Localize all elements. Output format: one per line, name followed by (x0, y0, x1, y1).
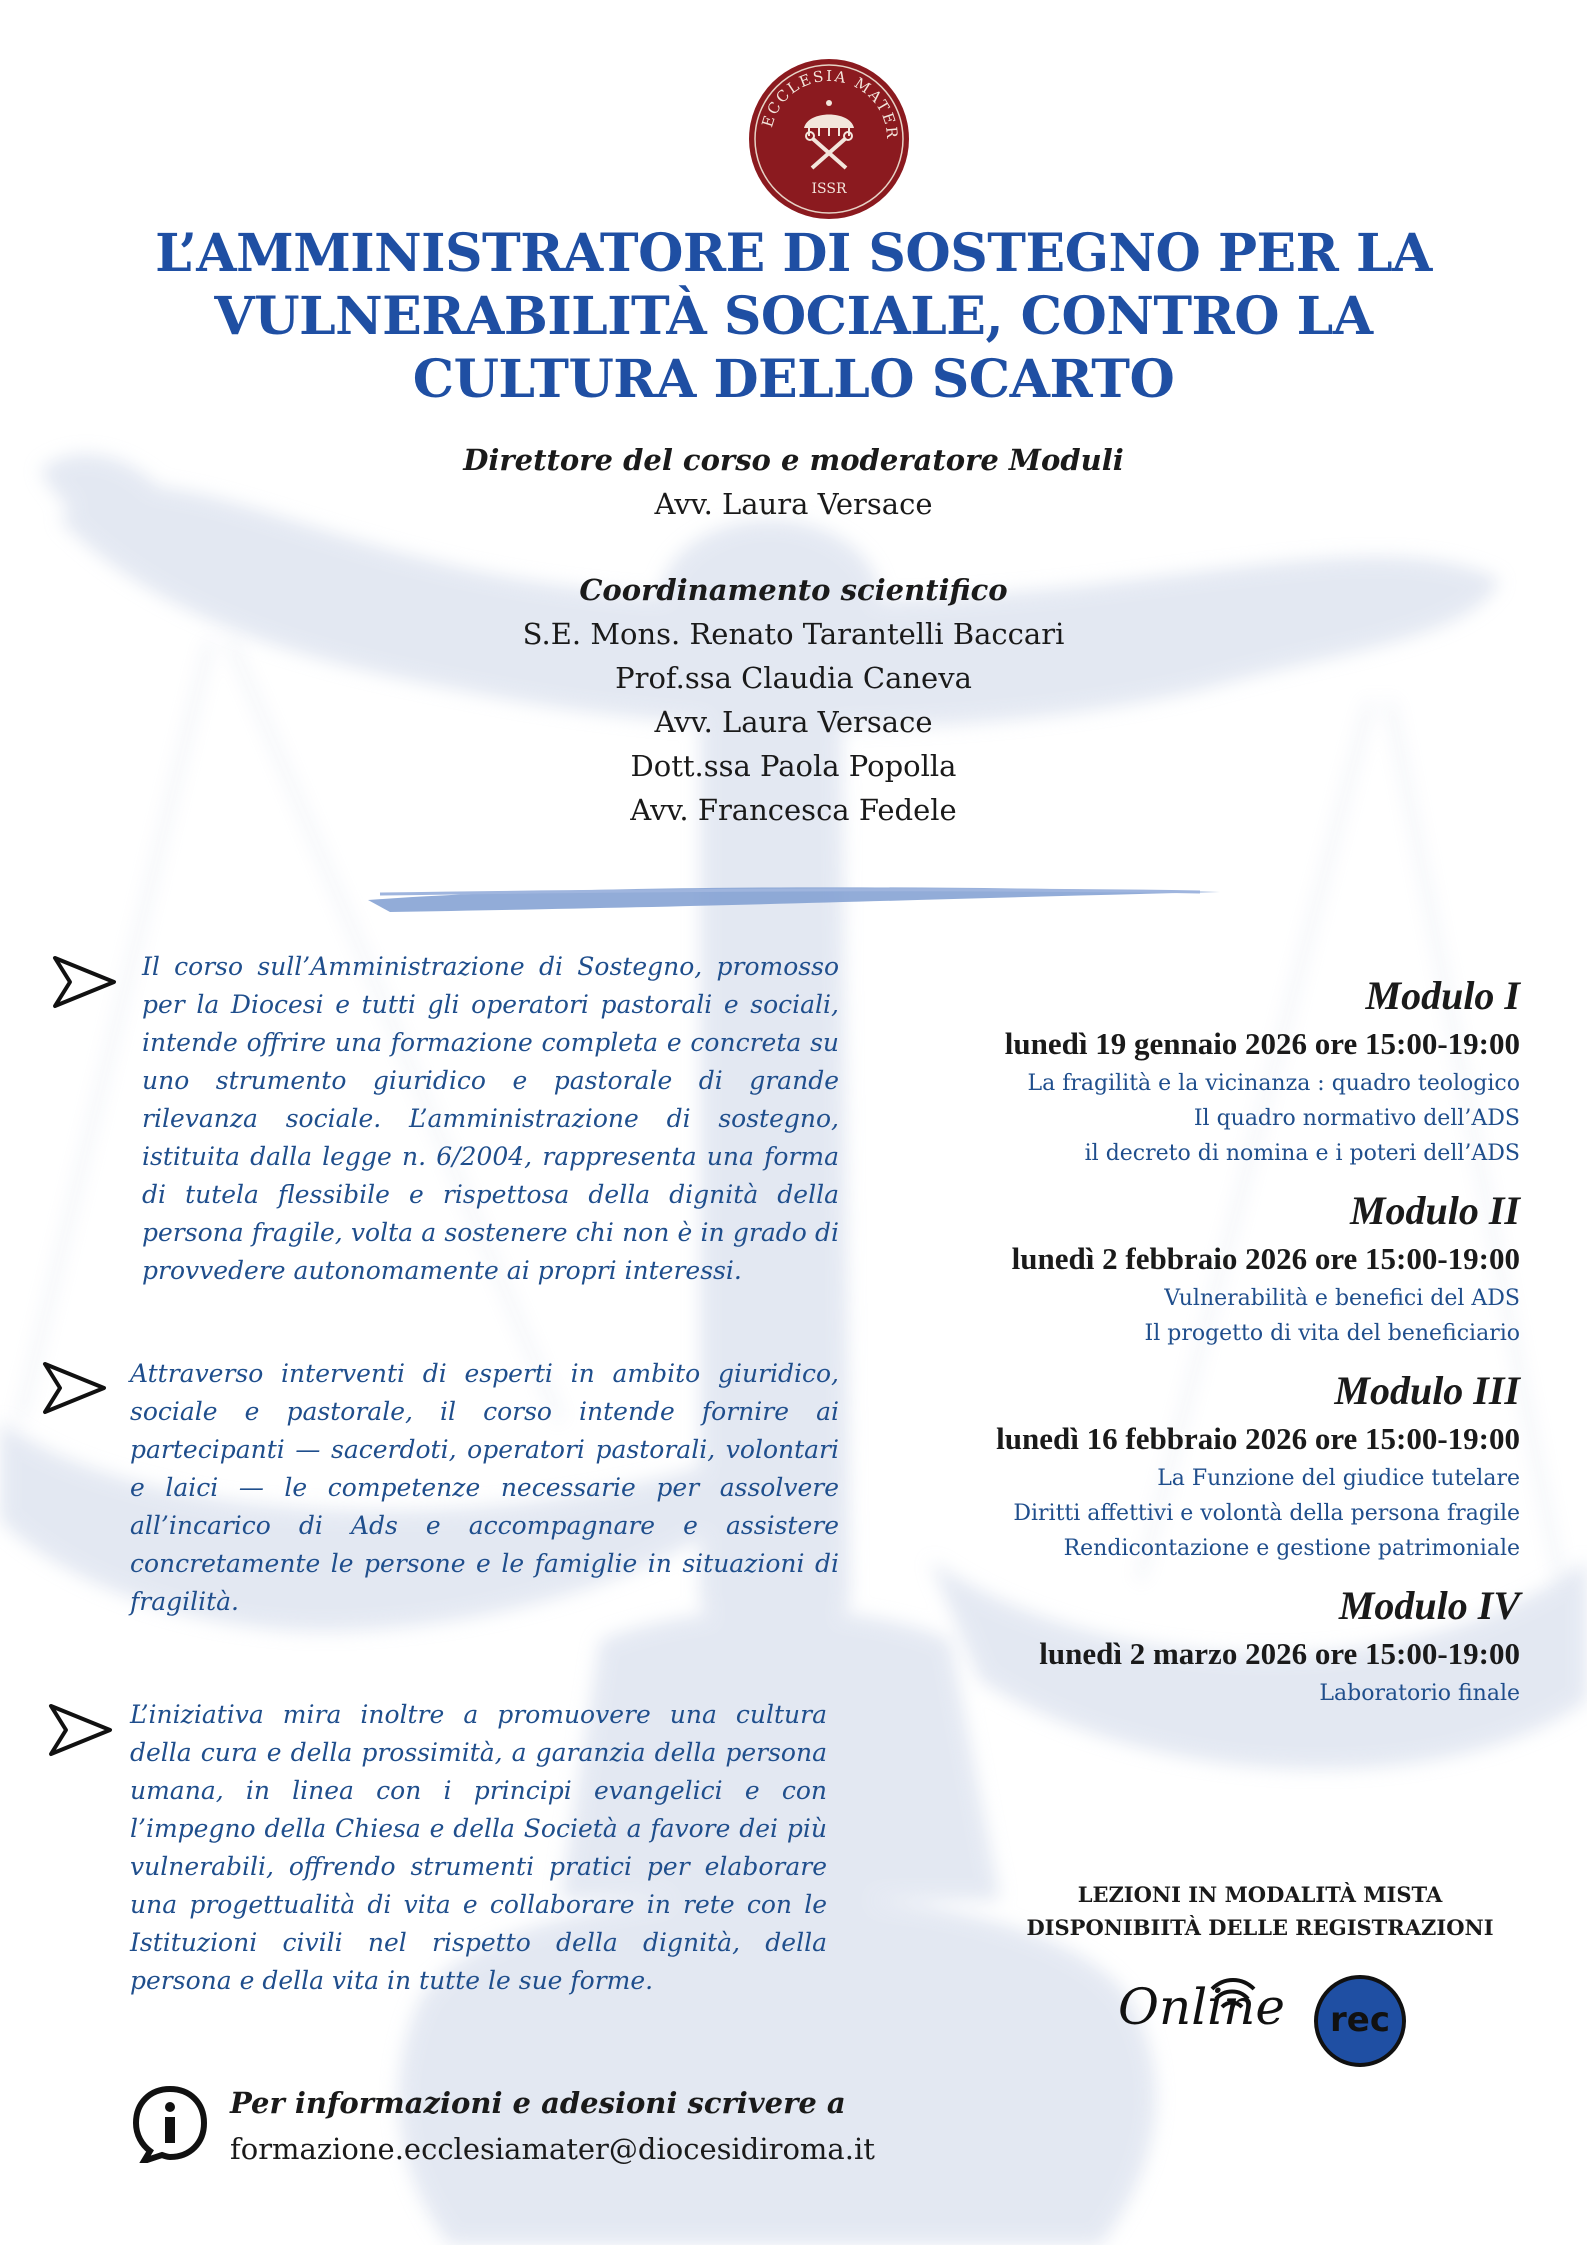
director-role: Direttore del corso e moderatore Moduli (463, 443, 1124, 477)
arrow-icon (46, 1700, 116, 1760)
module-date: lunedì 19 gennaio 2026 ore 15:00-19:00 (1004, 1026, 1520, 1061)
module-topic: Laboratorio finale (1319, 1681, 1520, 1706)
module-name: Modulo III (1334, 1368, 1520, 1413)
module-date: lunedì 2 febbraio 2026 ore 15:00-19:00 (1011, 1241, 1520, 1276)
coordination-member: Avv. Francesca Fedele (630, 793, 957, 827)
module-topic: Rendicontazione e gestione patrimoniale (1063, 1536, 1520, 1561)
svg-text:ECCLESIA MATER: ECCLESIA MATER (758, 66, 902, 141)
module-topic: Il quadro normativo dell’ADS (1193, 1106, 1520, 1131)
course-credits (300, 438, 1287, 832)
modules-schedule (800, 970, 1520, 1725)
contact-email[interactable]: formazione.ecclesiamater@diocesidiroma.it (230, 2132, 875, 2166)
module-date: lunedì 16 febbraio 2026 ore 15:00-19:00 (996, 1421, 1520, 1456)
coordination-member: S.E. Mons. Renato Tarantelli Baccari (522, 617, 1065, 651)
module-block (800, 1185, 1520, 1351)
title-line-1: L’AMMINISTRATORE DI SOSTEGNO PER LA (155, 223, 1432, 284)
module-topic: Diritti affettivi e volontà della persona fragile (1013, 1501, 1520, 1526)
title-line-2: VULNERABILITÀ SOCIALE, CONTRO LA (214, 286, 1373, 347)
coordination-member: Dott.ssa Paola Popolla (630, 749, 957, 783)
signal-icon (1210, 1975, 1256, 2015)
module-block (800, 1365, 1520, 1566)
module-topic: il decreto di nomina e i poteri dell’ADS (1084, 1141, 1520, 1166)
brush-divider (360, 880, 1230, 916)
mode-line-2: DISPONIBIITÀ DELLE REGISTRAZIONI (1026, 1915, 1494, 1940)
ecclesia-mater-logo (748, 58, 910, 220)
module-topic: La Funzione del giudice tutelare (1157, 1466, 1520, 1491)
lesson-mode-notice (1015, 1878, 1505, 1944)
coordination-member: Prof.ssa Claudia Caneva (615, 661, 972, 695)
info-icon (130, 2083, 210, 2163)
module-date: lunedì 2 marzo 2026 ore 15:00-19:00 (1039, 1636, 1520, 1671)
mode-line-1: LEZIONI IN MODALITÀ MISTA (1077, 1882, 1443, 1907)
module-block (800, 970, 1520, 1171)
description-paragraph-1: Il corso sull’Amministrazione di Sostegno, promosso per la Diocesi e tutti gli operatori pastorali e sociali, intende offrire una formazione completa e concreta su uno strumento giuridico e pastorale di grande rilevanza sociale. L’amministrazione di sostegno, istituita dalla legge n. 6/2004, rappresenta una forma di tutela flessibile e rispettosa della dignità della persona fragile, volta a sostenere chi non è in grado di provvedere autonomamente ai propri interessi. (142, 952, 839, 1285)
coordination-role: Coordinamento scientifico (579, 573, 1008, 607)
svg-text:ISSR: ISSR (811, 181, 847, 197)
module-topic: Il progetto di vita del beneficiario (1144, 1321, 1520, 1346)
arrow-icon (50, 952, 120, 1012)
arrow-icon (40, 1358, 110, 1418)
info-title: Per informazioni e adesioni scrivere a (230, 2086, 846, 2120)
module-name: Modulo II (1349, 1188, 1520, 1233)
module-name: Modulo IV (1338, 1583, 1520, 1628)
module-name: Modulo I (1365, 973, 1520, 1018)
module-block (800, 1580, 1520, 1711)
module-topic: Vulnerabilità e benefici del ADS (1164, 1286, 1520, 1311)
course-title (150, 222, 1437, 411)
description-paragraph-2: Attraverso interventi di esperti in ambito giuridico, sociale e pastorale, il corso intende fornire ai partecipanti — sacerdoti, operatori pastorali, volontari e laici — le competenze necessarie per assolvere all’incarico di Ads e accompagnare e assistere concretamente le persone e le famiglie in situazioni di fragilità. (130, 1359, 839, 1616)
rec-badge: rec (1314, 1975, 1406, 2067)
online-badge: Online (1118, 1978, 1285, 2036)
director-name: Avv. Laura Versace (654, 487, 933, 521)
title-line-3: CULTURA DELLO SCARTO (412, 349, 1175, 410)
coordination-member: Avv. Laura Versace (654, 705, 933, 739)
description-paragraph-3: L’iniziativa mira inoltre a promuovere una cultura della cura e della prossimità, a garanzia della persona umana, in linea con i principi evangelici e con l’impegno della Chiesa e della Società a favore dei più vulnerabili, offrendo strumenti pratici per elaborare una progettualità di vita e collaborare in rete con le Istituzioni civili nel rispetto della dignità, della persona e della vita in tutte le sue forme. (130, 1700, 827, 1995)
module-topic: La fragilità e la vicinanza : quadro teologico (1027, 1071, 1520, 1096)
